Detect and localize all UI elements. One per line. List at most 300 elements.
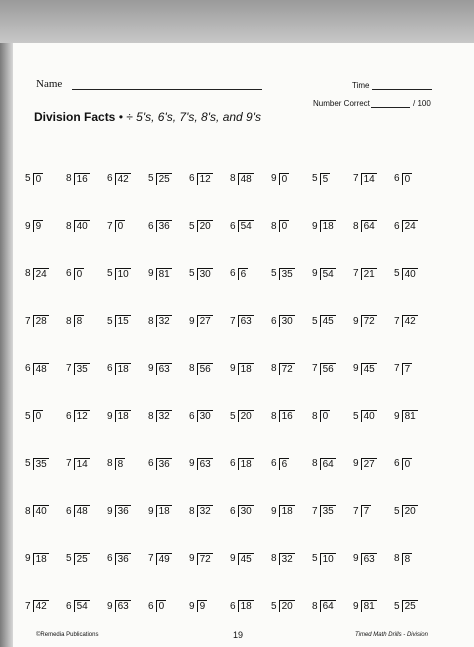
division-problem	[312, 250, 353, 298]
divisor: 6	[271, 315, 277, 327]
division-problem	[148, 203, 189, 251]
division-problem	[148, 488, 189, 536]
dividend: 27	[197, 315, 213, 327]
divisor: 5	[25, 458, 31, 470]
division-problem	[353, 298, 394, 346]
dividend: 16	[74, 173, 90, 185]
division-problem	[271, 440, 312, 488]
divisor: 6	[189, 173, 195, 185]
time-label: Time	[352, 81, 370, 90]
dividend: 0	[279, 173, 290, 185]
dividend: 36	[115, 505, 131, 517]
number-correct-field[interactable]	[371, 107, 410, 108]
division-problem	[25, 345, 66, 393]
divisor: 6	[271, 458, 277, 470]
division-problem	[148, 250, 189, 298]
dividend: 42	[402, 315, 418, 327]
division-problem	[271, 393, 312, 441]
name-label: Name	[36, 78, 63, 90]
division-problem	[189, 488, 230, 536]
dividend: 72	[361, 315, 377, 327]
dividend: 18	[115, 363, 131, 375]
division-problem	[25, 583, 66, 631]
scan-background-edge	[0, 43, 13, 647]
division-problem	[353, 535, 394, 583]
division-problem	[189, 155, 230, 203]
divisor: 6	[394, 173, 400, 185]
divisor: 9	[230, 553, 236, 565]
divisor: 8	[189, 505, 195, 517]
division-problem	[66, 155, 107, 203]
division-problem	[312, 535, 353, 583]
divisor: 9	[189, 600, 195, 612]
division-problem	[230, 393, 271, 441]
divisor: 8	[66, 315, 72, 327]
dividend: 18	[238, 458, 254, 470]
dividend: 64	[320, 600, 336, 612]
divisor: 7	[25, 315, 31, 327]
divisor: 9	[189, 458, 195, 470]
divisor: 9	[353, 600, 359, 612]
dividend: 8	[115, 458, 126, 470]
division-problem	[107, 250, 148, 298]
division-problem	[25, 535, 66, 583]
division-problem	[271, 298, 312, 346]
divisor: 6	[66, 600, 72, 612]
division-problem	[148, 535, 189, 583]
dividend: 30	[279, 315, 295, 327]
division-problem	[353, 203, 394, 251]
divisor: 8	[189, 363, 195, 375]
dividend: 18	[238, 600, 254, 612]
division-problem	[230, 488, 271, 536]
divisor: 5	[312, 173, 318, 185]
divisor: 8	[66, 173, 72, 185]
division-problem	[271, 535, 312, 583]
publisher-credit: ©Remedia Publications	[36, 632, 99, 638]
dividend: 64	[361, 220, 377, 232]
divisor: 9	[271, 505, 277, 517]
divisor: 5	[394, 268, 400, 280]
divisor: 6	[148, 458, 154, 470]
division-problem	[353, 488, 394, 536]
page-number: 19	[233, 630, 244, 640]
dividend: 0	[115, 220, 126, 232]
dividend: 9	[197, 600, 208, 612]
division-problem	[312, 488, 353, 536]
scan-background-top	[0, 0, 474, 43]
division-problem	[66, 488, 107, 536]
division-problem	[271, 155, 312, 203]
division-problem	[66, 440, 107, 488]
divisor: 7	[25, 600, 31, 612]
title-main: Division Facts	[34, 110, 116, 124]
division-problem	[66, 203, 107, 251]
divisor: 8	[148, 315, 154, 327]
dividend: 81	[402, 410, 418, 422]
division-problem	[312, 393, 353, 441]
dividend: 20	[279, 600, 295, 612]
divisor: 9	[148, 505, 154, 517]
dividend: 81	[156, 268, 172, 280]
division-problem	[25, 488, 66, 536]
divisor: 9	[189, 315, 195, 327]
divisor: 6	[107, 173, 113, 185]
division-problem	[271, 488, 312, 536]
problem-grid	[25, 155, 435, 630]
divisor: 5	[312, 553, 318, 565]
dividend: 40	[33, 505, 49, 517]
time-field[interactable]	[372, 89, 432, 90]
dividend: 0	[402, 173, 413, 185]
dividend: 20	[197, 220, 213, 232]
division-problem	[353, 393, 394, 441]
dividend: 35	[74, 363, 90, 375]
dividend: 0	[74, 268, 85, 280]
divisor: 9	[148, 268, 154, 280]
divisor: 8	[271, 410, 277, 422]
division-problem	[312, 298, 353, 346]
divisor: 8	[148, 410, 154, 422]
divisor: 8	[312, 410, 318, 422]
dividend: 30	[238, 505, 254, 517]
dividend: 18	[156, 505, 172, 517]
divisor: 6	[66, 410, 72, 422]
dividend: 63	[361, 553, 377, 565]
dividend: 10	[320, 553, 336, 565]
divisor: 7	[394, 315, 400, 327]
divisor: 9	[353, 315, 359, 327]
dividend: 0	[156, 600, 167, 612]
division-problem	[394, 440, 435, 488]
division-problem	[394, 250, 435, 298]
divisor: 7	[107, 220, 113, 232]
division-problem	[25, 155, 66, 203]
divisor: 9	[189, 553, 195, 565]
division-problem	[271, 345, 312, 393]
divisor: 5	[394, 505, 400, 517]
division-problem	[271, 583, 312, 631]
dividend: 48	[238, 173, 254, 185]
divisor: 6	[230, 220, 236, 232]
divisor: 7	[66, 458, 72, 470]
division-problem	[230, 535, 271, 583]
division-problem	[230, 250, 271, 298]
dividend: 45	[361, 363, 377, 375]
divisor: 9	[107, 505, 113, 517]
divisor: 9	[312, 220, 318, 232]
dividend: 48	[33, 363, 49, 375]
division-problem	[353, 250, 394, 298]
dividend: 63	[115, 600, 131, 612]
division-problem	[25, 298, 66, 346]
divisor: 5	[312, 315, 318, 327]
divisor: 8	[271, 220, 277, 232]
division-problem	[189, 345, 230, 393]
dividend: 14	[74, 458, 90, 470]
division-problem	[230, 583, 271, 631]
divisor: 6	[394, 458, 400, 470]
division-problem	[230, 298, 271, 346]
dividend: 48	[74, 505, 90, 517]
divisor: 7	[394, 363, 400, 375]
dividend: 63	[197, 458, 213, 470]
divisor: 6	[230, 458, 236, 470]
dividend: 40	[74, 220, 90, 232]
dividend: 7	[402, 363, 413, 375]
division-problem	[25, 203, 66, 251]
dividend: 54	[74, 600, 90, 612]
dividend: 63	[156, 363, 172, 375]
dividend: 42	[33, 600, 49, 612]
dividend: 10	[115, 268, 131, 280]
name-field[interactable]	[72, 89, 262, 90]
divisor: 6	[230, 600, 236, 612]
divisor: 8	[66, 220, 72, 232]
division-problem	[271, 250, 312, 298]
title-subtitle: • ÷ 5's, 6's, 7's, 8's, and 9's	[118, 110, 262, 124]
divisor: 8	[230, 173, 236, 185]
divisor: 9	[107, 410, 113, 422]
dividend: 20	[402, 505, 418, 517]
division-problem	[66, 535, 107, 583]
dividend: 9	[33, 220, 44, 232]
dividend: 8	[74, 315, 85, 327]
dividend: 40	[402, 268, 418, 280]
division-problem	[312, 440, 353, 488]
division-problem	[148, 583, 189, 631]
divisor: 8	[394, 553, 400, 565]
divisor: 7	[353, 173, 359, 185]
dividend: 18	[115, 410, 131, 422]
division-problem	[353, 440, 394, 488]
division-problem	[353, 155, 394, 203]
dividend: 72	[197, 553, 213, 565]
dividend: 18	[238, 363, 254, 375]
dividend: 54	[238, 220, 254, 232]
dividend: 24	[402, 220, 418, 232]
divisor: 6	[66, 268, 72, 280]
number-correct-label: Number Correct	[313, 99, 370, 108]
division-problem	[189, 393, 230, 441]
division-problem	[107, 393, 148, 441]
division-problem	[394, 203, 435, 251]
dividend: 16	[279, 410, 295, 422]
divisor: 6	[230, 505, 236, 517]
dividend: 25	[402, 600, 418, 612]
division-problem	[189, 440, 230, 488]
divisor: 7	[312, 505, 318, 517]
divisor: 5	[189, 268, 195, 280]
divisor: 7	[353, 505, 359, 517]
dividend: 35	[33, 458, 49, 470]
dividend: 7	[361, 505, 372, 517]
dividend: 12	[197, 173, 213, 185]
divisor: 7	[66, 363, 72, 375]
division-problem	[189, 203, 230, 251]
division-problem	[107, 298, 148, 346]
divisor: 9	[353, 553, 359, 565]
division-problem	[394, 393, 435, 441]
dividend: 28	[33, 315, 49, 327]
dividend: 63	[238, 315, 254, 327]
dividend: 64	[320, 458, 336, 470]
division-problem	[148, 440, 189, 488]
division-problem	[312, 203, 353, 251]
divisor: 9	[148, 363, 154, 375]
number-correct-total: / 100	[413, 99, 431, 108]
dividend: 12	[74, 410, 90, 422]
divisor: 9	[394, 410, 400, 422]
divisor: 8	[107, 458, 113, 470]
divisor: 9	[353, 458, 359, 470]
divisor: 8	[312, 600, 318, 612]
divisor: 6	[189, 410, 195, 422]
division-problem	[394, 345, 435, 393]
division-problem	[189, 250, 230, 298]
division-problem	[230, 345, 271, 393]
divisor: 8	[25, 268, 31, 280]
divisor: 8	[312, 458, 318, 470]
dividend: 18	[279, 505, 295, 517]
divisor: 6	[230, 268, 236, 280]
division-problem	[394, 298, 435, 346]
dividend: 21	[361, 268, 377, 280]
dividend: 42	[115, 173, 131, 185]
dividend: 24	[33, 268, 49, 280]
dividend: 32	[156, 315, 172, 327]
dividend: 45	[320, 315, 336, 327]
divisor: 5	[271, 600, 277, 612]
divisor: 5	[353, 410, 359, 422]
division-problem	[148, 345, 189, 393]
divisor: 5	[107, 315, 113, 327]
divisor: 5	[271, 268, 277, 280]
division-problem	[148, 393, 189, 441]
divisor: 8	[25, 505, 31, 517]
divisor: 9	[107, 600, 113, 612]
division-problem	[66, 250, 107, 298]
divisor: 6	[25, 363, 31, 375]
division-problem	[230, 155, 271, 203]
dividend: 30	[197, 410, 213, 422]
division-problem	[107, 440, 148, 488]
dividend: 56	[197, 363, 213, 375]
dividend: 25	[156, 173, 172, 185]
division-problem	[353, 345, 394, 393]
division-problem	[394, 488, 435, 536]
dividend: 32	[156, 410, 172, 422]
division-problem	[25, 440, 66, 488]
page-title	[34, 110, 261, 124]
division-problem	[312, 155, 353, 203]
divisor: 6	[148, 220, 154, 232]
divisor: 6	[107, 363, 113, 375]
division-problem	[107, 203, 148, 251]
dividend: 32	[197, 505, 213, 517]
dividend: 40	[361, 410, 377, 422]
divisor: 6	[148, 600, 154, 612]
divisor: 5	[25, 173, 31, 185]
dividend: 81	[361, 600, 377, 612]
division-problem	[107, 345, 148, 393]
dividend: 5	[320, 173, 331, 185]
divisor: 6	[107, 553, 113, 565]
divisor: 5	[189, 220, 195, 232]
division-problem	[107, 535, 148, 583]
dividend: 35	[320, 505, 336, 517]
dividend: 14	[361, 173, 377, 185]
division-problem	[189, 583, 230, 631]
divisor: 5	[148, 173, 154, 185]
divisor: 9	[353, 363, 359, 375]
division-problem	[312, 345, 353, 393]
division-problem	[107, 155, 148, 203]
divisor: 8	[271, 363, 277, 375]
dividend: 72	[279, 363, 295, 375]
series-title: Timed Math Drills - Division	[355, 632, 428, 638]
dividend: 0	[33, 410, 44, 422]
dividend: 36	[156, 458, 172, 470]
division-problem	[189, 298, 230, 346]
dividend: 0	[320, 410, 331, 422]
dividend: 54	[320, 268, 336, 280]
division-problem	[148, 155, 189, 203]
divisor: 5	[107, 268, 113, 280]
dividend: 18	[320, 220, 336, 232]
dividend: 45	[238, 553, 254, 565]
dividend: 0	[402, 458, 413, 470]
dividend: 15	[115, 315, 131, 327]
division-problem	[394, 583, 435, 631]
divisor: 7	[148, 553, 154, 565]
dividend: 6	[279, 458, 290, 470]
division-problem	[230, 203, 271, 251]
division-problem	[189, 535, 230, 583]
divisor: 9	[230, 363, 236, 375]
divisor: 5	[25, 410, 31, 422]
division-problem	[66, 583, 107, 631]
dividend: 49	[156, 553, 172, 565]
dividend: 20	[238, 410, 254, 422]
division-problem	[66, 393, 107, 441]
division-problem	[107, 583, 148, 631]
divisor: 5	[394, 600, 400, 612]
dividend: 35	[279, 268, 295, 280]
divisor: 5	[66, 553, 72, 565]
dividend: 25	[74, 553, 90, 565]
division-problem	[25, 393, 66, 441]
division-problem	[271, 203, 312, 251]
dividend: 27	[361, 458, 377, 470]
dividend: 56	[320, 363, 336, 375]
dividend: 0	[279, 220, 290, 232]
division-problem	[66, 345, 107, 393]
division-problem	[107, 488, 148, 536]
divisor: 5	[230, 410, 236, 422]
division-problem	[394, 535, 435, 583]
divisor: 7	[353, 268, 359, 280]
divisor: 8	[353, 220, 359, 232]
divisor: 7	[312, 363, 318, 375]
divisor: 6	[394, 220, 400, 232]
divisor: 9	[25, 220, 31, 232]
dividend: 18	[33, 553, 49, 565]
division-problem	[353, 583, 394, 631]
divisor: 8	[271, 553, 277, 565]
divisor: 7	[230, 315, 236, 327]
dividend: 0	[33, 173, 44, 185]
